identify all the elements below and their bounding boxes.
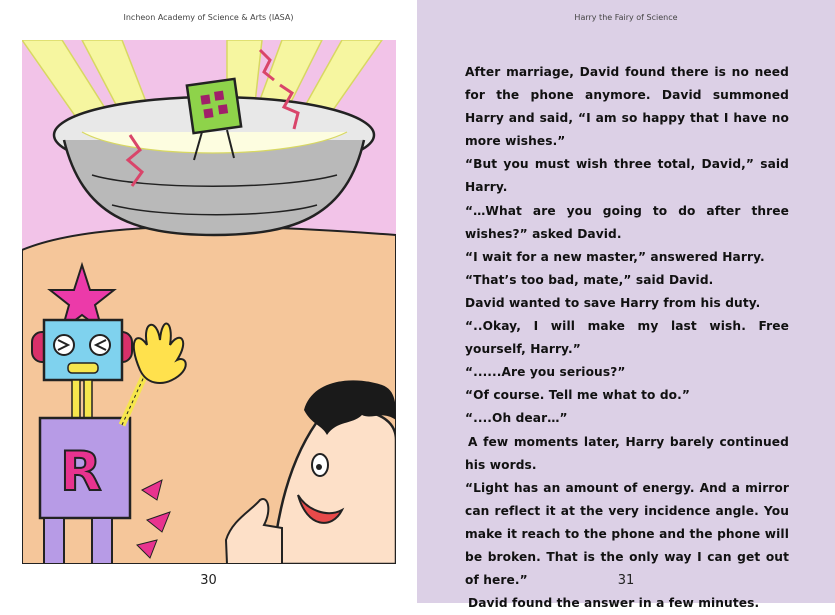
- paragraph: “Of course. Tell me what to do.”: [465, 388, 690, 403]
- paragraph: “…What are you going to do after three wishes?” asked David.: [465, 203, 789, 241]
- paragraph: “I wait for a new master,” answered Harry.: [465, 249, 765, 264]
- right-page: [417, 0, 835, 611]
- paragraph: A few moments later, Harry barely continued his words.: [465, 434, 789, 472]
- paragraph: “..Okay, I will make my last wish. Free yourself, Harry.”: [465, 319, 789, 357]
- left-page-number: 30: [200, 573, 217, 588]
- paragraph: “Light has an amount of energy. And a mirror can reflect it at the very incidence angle. You make it reach to the phone and the phone will be broken. That is the only way I can get out of here.”: [465, 480, 789, 588]
- paragraph: “That’s too bad, mate,” said David.: [465, 272, 714, 287]
- illustration-drawing: [22, 40, 396, 564]
- paragraph: David wanted to save Harry from his duty.: [465, 295, 761, 310]
- paragraph: “But you must wish three total, David,” said Harry.: [465, 157, 789, 195]
- paragraph: “......Are you serious?”: [465, 365, 626, 380]
- illustration: [22, 40, 396, 564]
- right-page-number: 31: [617, 573, 635, 588]
- robot-letter: R: [60, 440, 102, 503]
- paragraph: “....Oh dear…”: [465, 411, 568, 426]
- story-text: [465, 61, 789, 615]
- left-page-header: Incheon Academy of Science & Arts (IASA): [123, 13, 294, 22]
- left-page: [0, 0, 417, 603]
- paragraph: After marriage, David found there is no need for the phone anymore. David summoned Harry and said, “I am so happy that I have no more wishes.”: [465, 65, 789, 149]
- right-page-header: Harry the Fairy of Science: [574, 13, 678, 22]
- paragraph: David found the answer in a few minutes.: [468, 596, 760, 611]
